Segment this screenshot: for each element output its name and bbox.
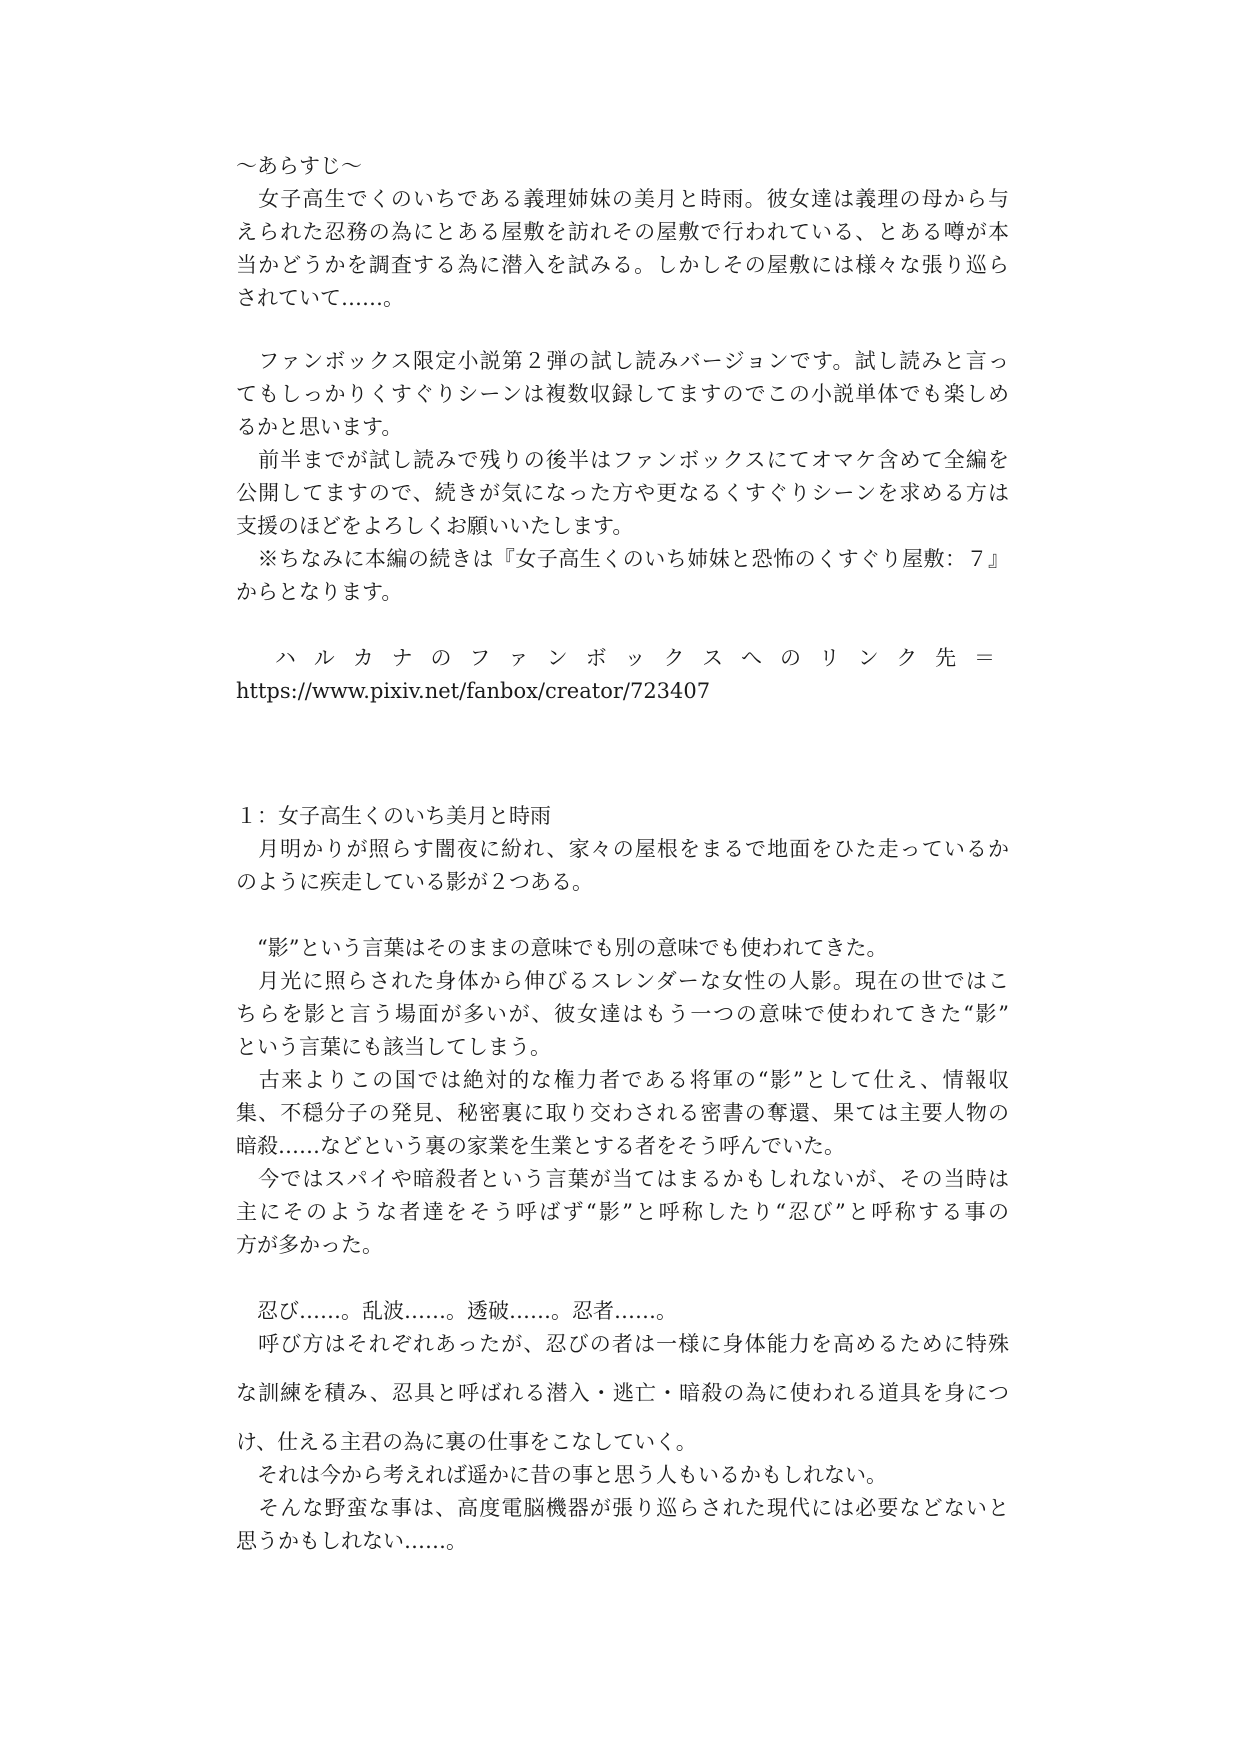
chapter-line: 呼び方はそれぞれあったが、忍びの者は一様に身体能力を高めるために特殊	[258, 1332, 1009, 1356]
notice-line: 支援のほどをよろしくお願いいたします。	[236, 514, 634, 538]
chapter-line: そんな野蛮な事は、高度電脳機器が張り巡らされた現代には必要などないと	[258, 1496, 1009, 1520]
notice-line: てもしっかりくすぐりシーンは複数収録してますのでこの小説単体でも楽しめ	[236, 382, 1009, 406]
chapter-line: 忍び……。乱波……。透破……。忍者……。	[257, 1299, 677, 1323]
notice-line: ※ちなみに本編の続きは『女子高生くのいち姉妹と恐怖のくすぐり屋敷：７』	[257, 547, 1009, 571]
synopsis-line: 女子高生でくのいちである義理姉妹の美月と時雨。彼女達は義理の母から与	[258, 187, 1009, 211]
chapter-line: け、仕える主君の為に裏の仕事をこなしていく。	[236, 1430, 697, 1454]
chapter-line: 月明かりが照らす闇夜に紛れ、家々の屋根をまるで地面をひた走っているか	[258, 837, 1009, 861]
chapter-line: ちらを影と言う場面が多いが、彼女達はもう一つの意味で使われてきた“影”	[236, 1002, 1009, 1026]
chapter-line: 暗殺……などという裏の家業を生業とする者をそう呼んでいた。	[236, 1134, 845, 1158]
notice-line: 公開してますので、続きが気になった方や更なるくすぐりシーンを求める方は	[236, 481, 1009, 505]
chapter-title: １：女子高生くのいち美月と時雨	[236, 804, 551, 828]
notice-line: からとなります。	[236, 580, 403, 604]
synopsis-heading: ～あらすじ～	[236, 154, 362, 178]
synopsis-line: されていて……。	[236, 286, 404, 310]
fanbox-link-label: ハルカナのファンボックスへのリンク先＝	[274, 646, 1009, 670]
chapter-line: 方が多かった。	[236, 1233, 383, 1257]
chapter-line: な訓練を積み、忍具と呼ばれる潜入・逃亡・暗殺の為に使われる道具を身につ	[236, 1381, 1009, 1405]
chapter-line: のように疾走している影が２つある。	[236, 870, 593, 894]
chapter-line: 古来よりこの国では絶対的な権力者である将軍の“影”として仕え、情報収	[258, 1068, 1009, 1092]
synopsis-section	[236, 150, 1009, 315]
chapter-line: という言葉にも該当してしまう。	[236, 1035, 551, 1059]
chapter-line: 思うかもしれない……。	[236, 1529, 467, 1553]
synopsis-line: えられた忍務の為にとある屋敷を訪れその屋敷で行われている、とある噂が本	[236, 220, 1009, 244]
chapter-line: 主にそのような者達をそう呼ばず“影”と呼称したり“忍び”と呼称する事の	[236, 1200, 1009, 1224]
synopsis-line: 当かどうかを調査する為に潜入を試みる。しかしその屋敷には様々な張り巡ら	[236, 253, 1009, 277]
fanbox-link-url[interactable]: https://www.pixiv.net/fanbox/creator/723407	[236, 679, 711, 703]
notice-line: るかと思います。	[236, 415, 403, 439]
chapter-line: 今ではスパイや暗殺者という言葉が当てはまるかもしれないが、その当時は	[258, 1167, 1009, 1191]
notice-line: 前半までが試し読みで残りの後半はファンボックスにてオマケ含めて全編を	[258, 448, 1009, 472]
notice-section	[236, 345, 1009, 708]
spacer	[236, 899, 1009, 932]
notice-line: ファンボックス限定小説第２弾の試し読みバージョンです。試し読みと言っ	[258, 349, 1009, 373]
spacer	[236, 609, 1009, 642]
chapter-section	[236, 800, 1009, 1558]
chapter-line: 集、不穏分子の発見、秘密裏に取り交わされる密書の奪還、果ては主要人物の	[236, 1101, 1009, 1125]
chapter-line: 月光に照らされた身体から伸びるスレンダーな女性の人影。現在の世ではこ	[258, 969, 1009, 993]
chapter-line: それは今から考えれば遥かに昔の事と思う人もいるかもしれない。	[257, 1463, 887, 1487]
spacer	[236, 1262, 1009, 1295]
chapter-line: “影”という言葉はそのままの意味でも別の意味でも使われてきた。	[257, 936, 888, 960]
